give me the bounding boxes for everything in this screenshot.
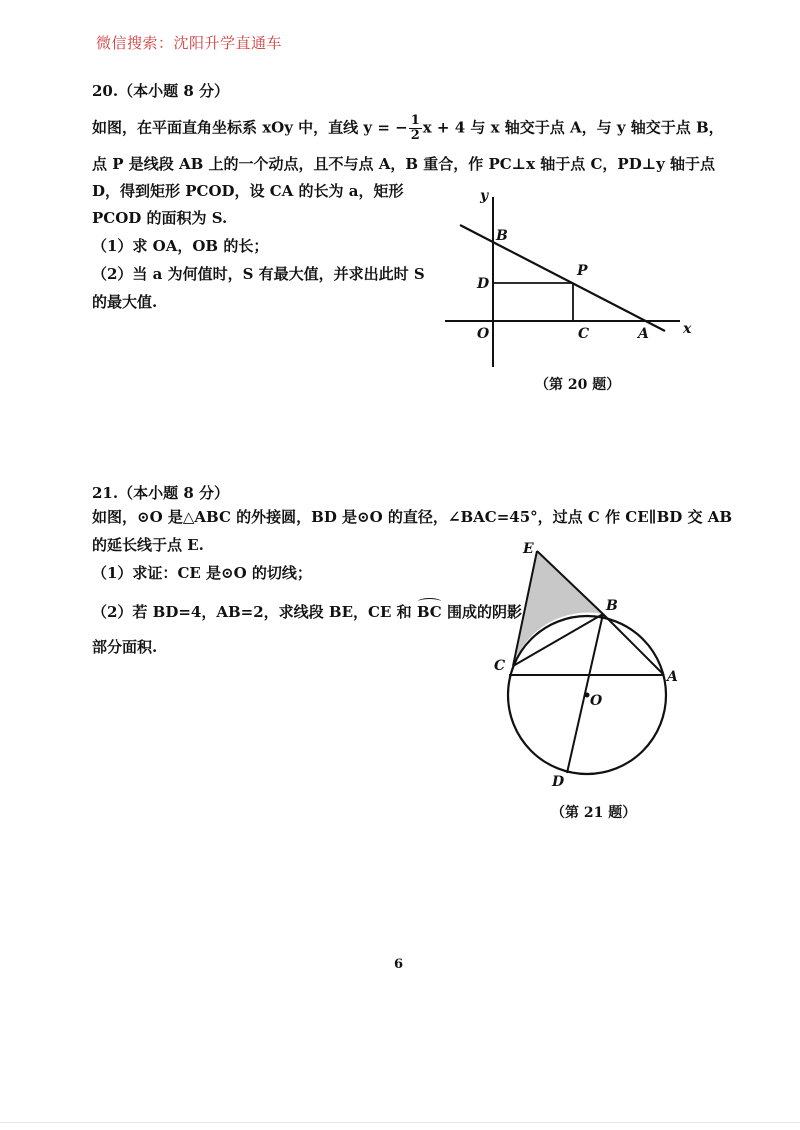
q20-label-c: C [578, 326, 590, 342]
page-bottom-divider [0, 1122, 800, 1123]
q21-label-a: A [667, 669, 678, 685]
q21-part2-cont: 部分面积. [92, 638, 158, 656]
q21-label-e: E [523, 541, 534, 557]
q21-label-d: D [552, 774, 565, 790]
q21-part2-a: （2）若 BD=4，AB=2，求线段 BE，CE 和 [92, 603, 417, 621]
q20-frac-num: 1 [410, 113, 420, 128]
q21-shaded-region [513, 551, 603, 666]
q20-line4: PCOD 的面积为 S. [92, 209, 228, 227]
q20-caption: （第 20 题） [535, 377, 621, 393]
q21-line2: 的延长线于点 E. [92, 536, 204, 554]
page-number: 6 [394, 957, 404, 972]
q20-label-o: O [477, 326, 490, 342]
q20-figure [440, 185, 700, 375]
q20-label-y: y [480, 188, 489, 204]
q20-line1 [92, 114, 724, 143]
q21-label-o: O [590, 693, 603, 709]
q20-label-b: B [496, 228, 508, 244]
q20-line-ab [460, 225, 665, 331]
q21-label-c: C [494, 658, 506, 674]
q21-center-point [585, 693, 590, 698]
watermark-text: 微信搜索：沈阳升学直通车 [96, 34, 283, 52]
q20-line3: D，得到矩形 PCOD，设 CA 的长为 a，矩形 [92, 182, 404, 200]
q20-part2: （2）当 a 为何值时，S 有最大值，并求出此时 S [92, 265, 425, 283]
q21-figure [490, 535, 710, 795]
q20-line2: 点 P 是线段 AB 上的一个动点，且不与点 A，B 重合，作 PC⊥x 轴于点 C，PD⊥y 轴于点 [92, 155, 716, 173]
q20-header: 20.（本小题 8 分） [92, 82, 229, 100]
q21-header: 21.（本小题 8 分） [92, 484, 229, 502]
q21-label-b: B [606, 598, 618, 614]
q20-fraction [409, 114, 422, 143]
q21-part1: （1）求证：CE 是⊙O 的切线； [92, 564, 312, 582]
q20-label-a: A [638, 326, 649, 342]
q21-caption: （第 21 题） [551, 805, 637, 821]
q20-label-x: x [683, 321, 692, 337]
q20-frac-den: 2 [410, 128, 420, 143]
q20-label-p: P [577, 263, 588, 279]
q21-line1: 如图，⊙O 是△ABC 的外接圆，BD 是⊙O 的直径，∠BAC=45°，过点 C 作 CE∥BD 交 AB [92, 508, 733, 526]
q21-part2 [92, 602, 522, 622]
q21-arc-bc: BC [416, 603, 442, 621]
q21-segment-ba [603, 614, 664, 675]
q20-line1-b: x + 4 与 x 轴交于点 A，与 y 轴交于点 B， [422, 118, 724, 137]
q20-label-d: D [477, 276, 490, 292]
q20-part2-cont: 的最大值. [92, 293, 158, 311]
q20-line1-a: 如图，在平面直角坐标系 xOy 中，直线 y = − [92, 118, 408, 137]
q21-part2-b: 围成的阴影 [441, 603, 522, 621]
q20-part1: （1）求 OA，OB 的长； [92, 237, 269, 255]
